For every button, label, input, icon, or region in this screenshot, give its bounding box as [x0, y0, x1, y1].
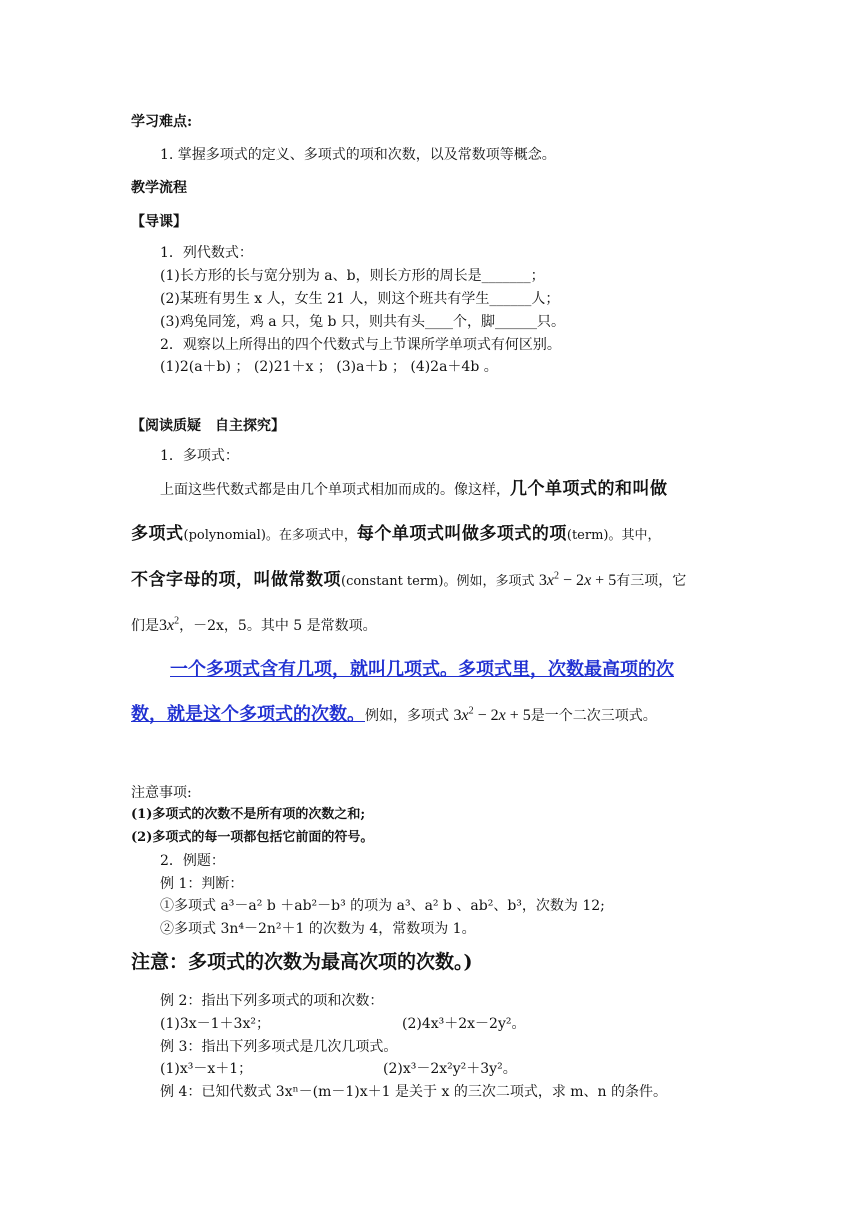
example-1-heading: 例 1：判断：: [160, 876, 244, 892]
example-1-item-b: ②多项式 3n⁴－2n²＋1 的次数为 4，常数项为 1。: [160, 921, 476, 937]
example-4: 例 4：已知代数式 3xⁿ－(m－1)x＋1 是关于 x 的三次二项式，求 m、n 的条件。: [160, 1084, 668, 1100]
intro-line-1: 1．列代数式：: [160, 245, 253, 261]
intro-line-5: 2．观察以上所得出的四个代数式与上节课所学单项式有何区别。: [160, 337, 561, 353]
degree-definition-end: 数，就是这个多项式的次数。: [131, 704, 365, 725]
paragraph-text: (polynomial)。在多项式中，: [183, 528, 357, 543]
definition-highlight: 几个单项式的和叫做: [510, 479, 668, 499]
example-3-item-1: (1)x³－x＋1；: [160, 1061, 253, 1077]
notes-heading: 注意事项:: [131, 785, 192, 801]
reading-heading: 【阅读质疑 自主探究】: [131, 418, 285, 434]
term-definition: 每个单项式叫做多项式的项: [356, 524, 567, 544]
process-heading: 教学流程: [131, 180, 187, 196]
paragraph-text: 上面这些代数式都是由几个单项式相加而成的。像这样，: [160, 482, 510, 498]
paragraph-text: ，－2x，5。其中 5 是常数项。: [179, 618, 377, 634]
intro-line-6: (1)2(a＋b) ； (2)21＋x ； (3)a＋b ； (4)2a＋4b 。: [160, 359, 498, 375]
constant-term-definition: 不含字母的项，叫做常数项: [131, 570, 341, 590]
paragraph-text: (constant term)。例如，多项式: [341, 574, 535, 589]
paragraph-text: 是一个二次三项式。: [530, 708, 657, 724]
term-expression: $3x^2$: [159, 615, 180, 634]
examples-heading: 2．例题：: [160, 853, 225, 869]
example-2-item-2: (2)4x³＋2x－2y²。: [402, 1016, 526, 1032]
polynomial-expression-2: $3x^2 - 2x + 5$: [453, 705, 531, 724]
intro-heading: 【导课】: [131, 214, 187, 230]
intro-line-4: (3)鸡兔同笼，鸡 a 只，兔 b 只，则共有头____个，脚______只。: [160, 314, 565, 330]
reading-paragraph-line-2: [131, 523, 661, 547]
paragraph-text: 有三项，它: [616, 573, 687, 589]
reading-line-1: 1．多项式：: [160, 448, 239, 464]
reading-paragraph-line-3: [131, 569, 686, 593]
reading-paragraph-line-1: [160, 478, 668, 501]
example-3-item-2: (2)x³－2x²y²＋3y²。: [383, 1061, 517, 1077]
note-1: (1)多项式的次数不是所有项的次数之和;: [131, 807, 366, 822]
polynomial-expression: $3x^2 - 2x + 5$: [538, 570, 617, 589]
paragraph-text: 们是: [131, 618, 159, 634]
reading-paragraph-line-4: [131, 615, 377, 637]
degree-remark: 注意：多项式的次数为最高次项的次数。): [131, 951, 473, 973]
intro-line-3: (2)某班有男生 x 人，女生 21 人，则这个班共有学生______人；: [160, 291, 560, 307]
degree-definition-line-2: [131, 703, 657, 728]
example-2-heading: 例 2：指出下列多项式的项和次数：: [160, 993, 384, 1009]
degree-definition-line-1: 一个多项式含有几项，就叫几项式。多项式里，次数最高项的次: [170, 659, 674, 680]
example-3-heading: 例 3：指出下列多项式是几次几项式。: [160, 1039, 398, 1055]
difficulty-item-1: 1. 掌握多项式的定义、多项式的项和次数，以及常数项等概念。: [160, 147, 556, 163]
example-2-item-1: (1)3x－1＋3x²；: [160, 1016, 270, 1032]
difficulty-heading: 学习难点:: [131, 114, 193, 130]
polynomial-term: 多项式: [131, 524, 184, 544]
paragraph-text: 例如，多项式: [365, 708, 449, 724]
example-1-item-a: ①多项式 a³－a² b ＋ab²－b³ 的项为 a³、a² b 、ab²、b³，次数为 12;: [160, 898, 605, 914]
note-2: (2)多项式的每一项都包括它前面的符号。: [131, 830, 374, 845]
intro-line-2: (1)长方形的长与宽分别为 a、b，则长方形的周长是_______；: [160, 268, 545, 284]
paragraph-text: (term)。其中，: [566, 528, 661, 543]
